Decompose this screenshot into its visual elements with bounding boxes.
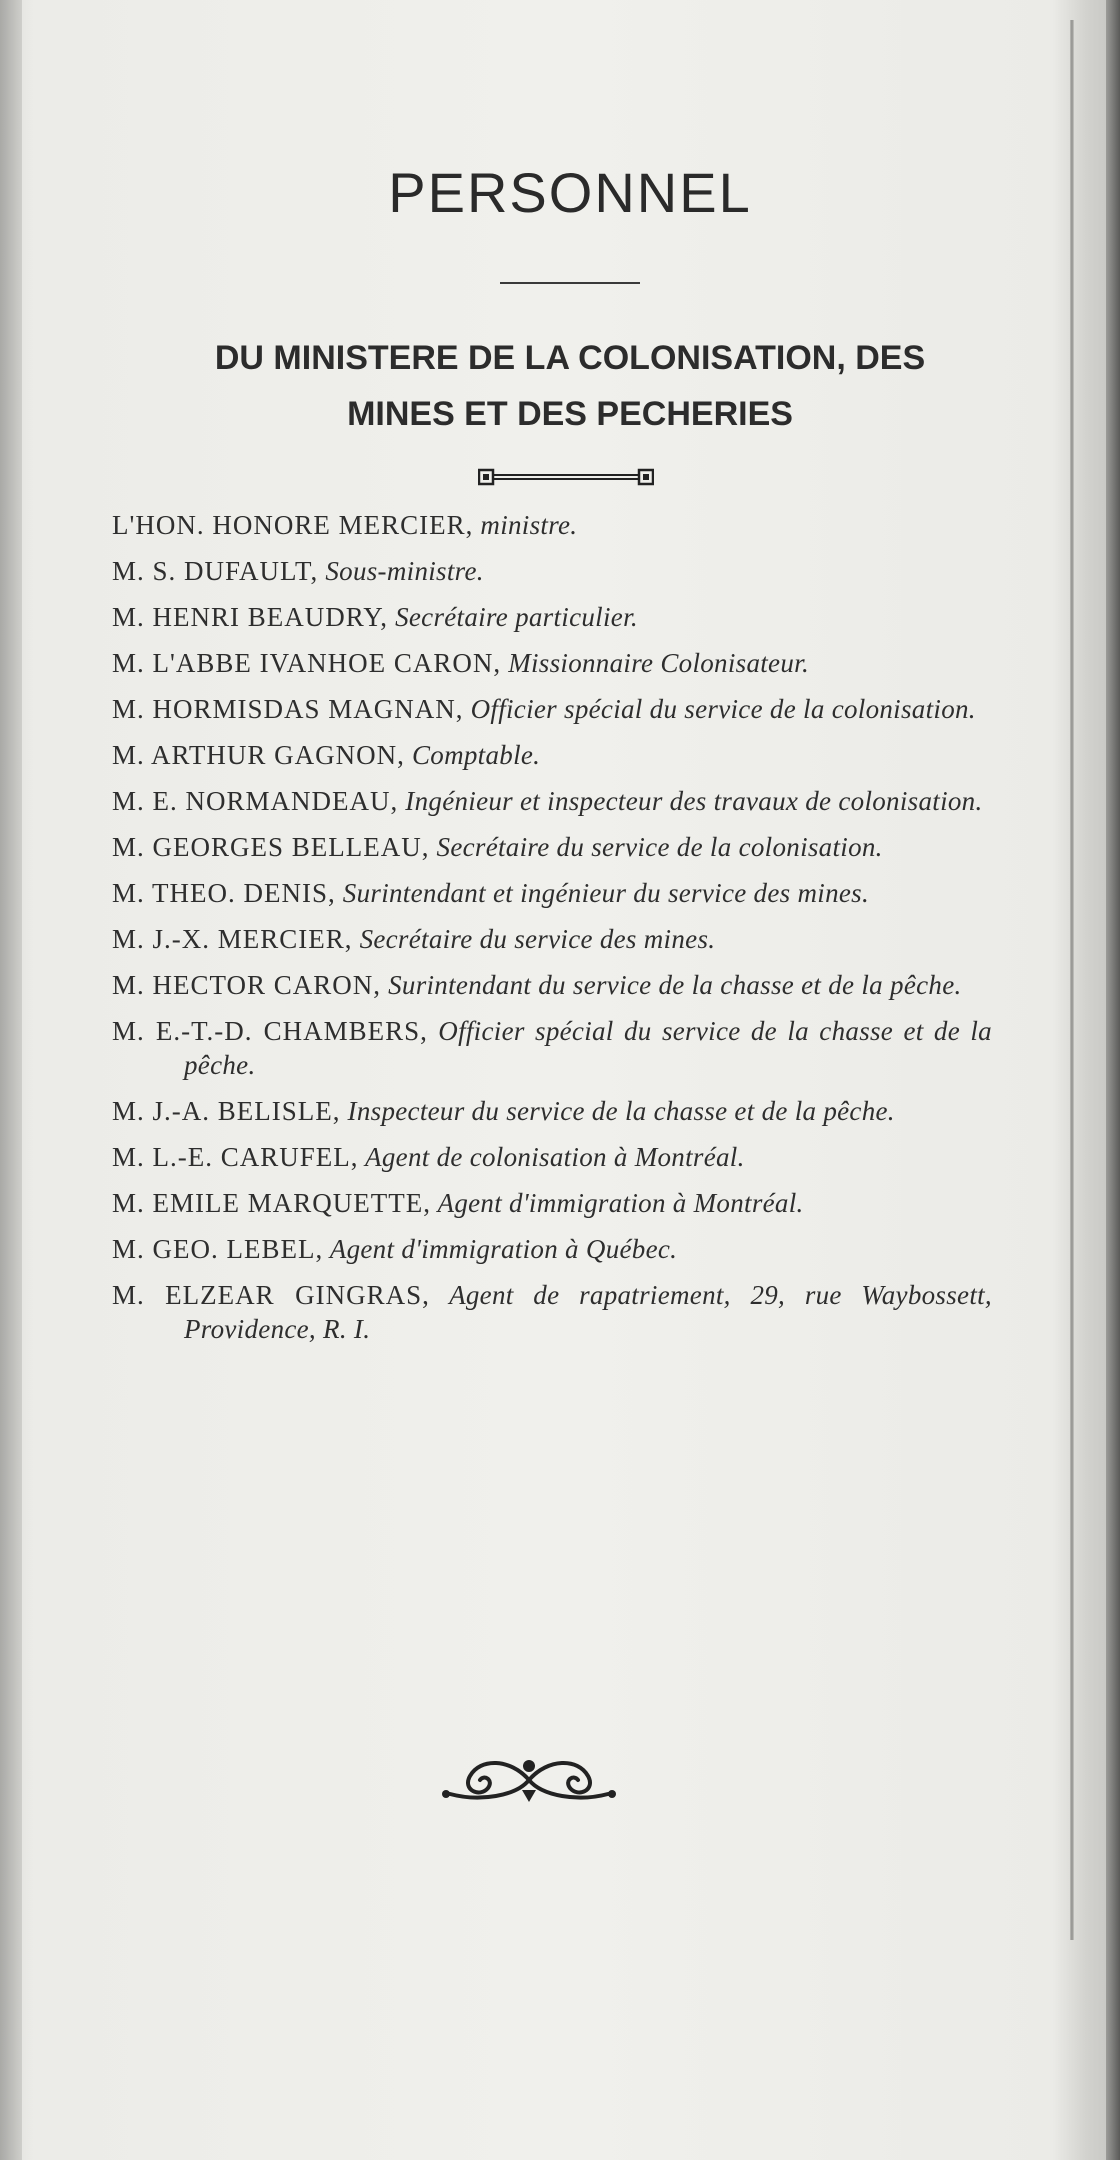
entry-role: Surintendant du service de la chasse et de la pêche. bbox=[381, 970, 962, 1000]
entry-name: M. HENRI BEAUDRY, bbox=[112, 602, 389, 632]
entry-role: Agent d'immigration à Montréal. bbox=[430, 1188, 804, 1218]
entry-role: Inspecteur du service de la chasse et de la pêche. bbox=[340, 1096, 895, 1126]
personnel-entry bbox=[112, 508, 992, 542]
page-title: PERSONNEL bbox=[388, 161, 752, 224]
page-fold bbox=[1070, 20, 1074, 1940]
personnel-entry bbox=[112, 692, 992, 726]
personnel-entry bbox=[112, 600, 992, 634]
entry-name: M. HORMISDAS MAGNAN, bbox=[112, 694, 464, 724]
personnel-entry bbox=[112, 922, 992, 956]
personnel-list bbox=[112, 508, 992, 1358]
entry-role: Comptable. bbox=[404, 740, 541, 770]
title-rule bbox=[500, 282, 640, 284]
ornament-divider-icon bbox=[478, 466, 654, 488]
entry-role: Agent de rapatriement, 29, rue Waybossett, Providence, R. I. bbox=[184, 1280, 992, 1344]
entry-role: Agent de colonisation à Montréal. bbox=[358, 1142, 745, 1172]
entry-name: M. L.-E. CARUFEL, bbox=[112, 1142, 359, 1172]
entry-name: M. J.-A. BELISLE, bbox=[112, 1096, 341, 1126]
personnel-entry bbox=[112, 830, 992, 864]
entry-role: Officier spécial du service de la chasse et de la pêche. bbox=[184, 1016, 992, 1080]
entry-name: M. S. DUFAULT, bbox=[112, 556, 319, 586]
entry-name: M. GEORGES BELLEAU, bbox=[112, 832, 430, 862]
entry-role: Ingénieur et inspecteur des travaux de colonisation. bbox=[398, 786, 983, 816]
personnel-entry bbox=[112, 1186, 992, 1220]
entry-name: M. ELZEAR GINGRAS, bbox=[112, 1280, 430, 1310]
entry-role: Officier spécial du service de la colonisation. bbox=[463, 694, 976, 724]
page-left-edge bbox=[0, 0, 22, 2160]
entry-role: Secrétaire particulier. bbox=[388, 602, 638, 632]
personnel-entry bbox=[112, 1278, 992, 1346]
entry-name: L'HON. HONORE MERCIER, bbox=[112, 510, 474, 540]
personnel-entry bbox=[112, 876, 992, 910]
subtitle-line-2: MINES ET DES PECHERIES bbox=[347, 395, 793, 433]
personnel-entry bbox=[112, 646, 992, 680]
entry-name: M. EMILE MARQUETTE, bbox=[112, 1188, 431, 1218]
entry-name: M. GEO. LEBEL, bbox=[112, 1234, 324, 1264]
entry-name: M. L'ABBE IVANHOE CARON, bbox=[112, 648, 502, 678]
page-right-edge bbox=[1106, 0, 1120, 2160]
personnel-entry bbox=[112, 1014, 992, 1082]
entry-role: Agent d'immigration à Québec. bbox=[323, 1234, 678, 1264]
entry-name: M. J.-X. MERCIER, bbox=[112, 924, 353, 954]
entry-role: ministre. bbox=[473, 510, 578, 540]
scroll-ornament-icon bbox=[440, 1750, 618, 1810]
entry-name: M. E. NORMANDEAU, bbox=[112, 786, 399, 816]
personnel-entry bbox=[112, 968, 992, 1002]
personnel-entry bbox=[112, 784, 992, 818]
personnel-entry bbox=[112, 1140, 992, 1174]
entry-name: M. ARTHUR GAGNON, bbox=[112, 740, 405, 770]
entry-role: Surintendant et ingénieur du service des mines. bbox=[335, 878, 870, 908]
personnel-entry bbox=[112, 738, 992, 772]
entry-role: Sous-ministre. bbox=[318, 556, 484, 586]
personnel-entry bbox=[112, 1232, 992, 1266]
subtitle-line-1: DU MINISTERE DE LA COLONISATION, DES bbox=[214, 339, 926, 377]
entry-name: M. HECTOR CARON, bbox=[112, 970, 382, 1000]
entry-role: Missionnaire Colonisateur. bbox=[501, 648, 810, 678]
personnel-entry bbox=[112, 554, 992, 588]
entry-role: Secrétaire du service des mines. bbox=[352, 924, 716, 954]
entry-name: M. THEO. DENIS, bbox=[112, 878, 336, 908]
page-subtitle bbox=[130, 330, 1010, 442]
personnel-entry bbox=[112, 1094, 992, 1128]
entry-name: M. E.-T.-D. CHAMBERS, bbox=[112, 1016, 428, 1046]
entry-role: Secrétaire du service de la colonisation. bbox=[429, 832, 883, 862]
